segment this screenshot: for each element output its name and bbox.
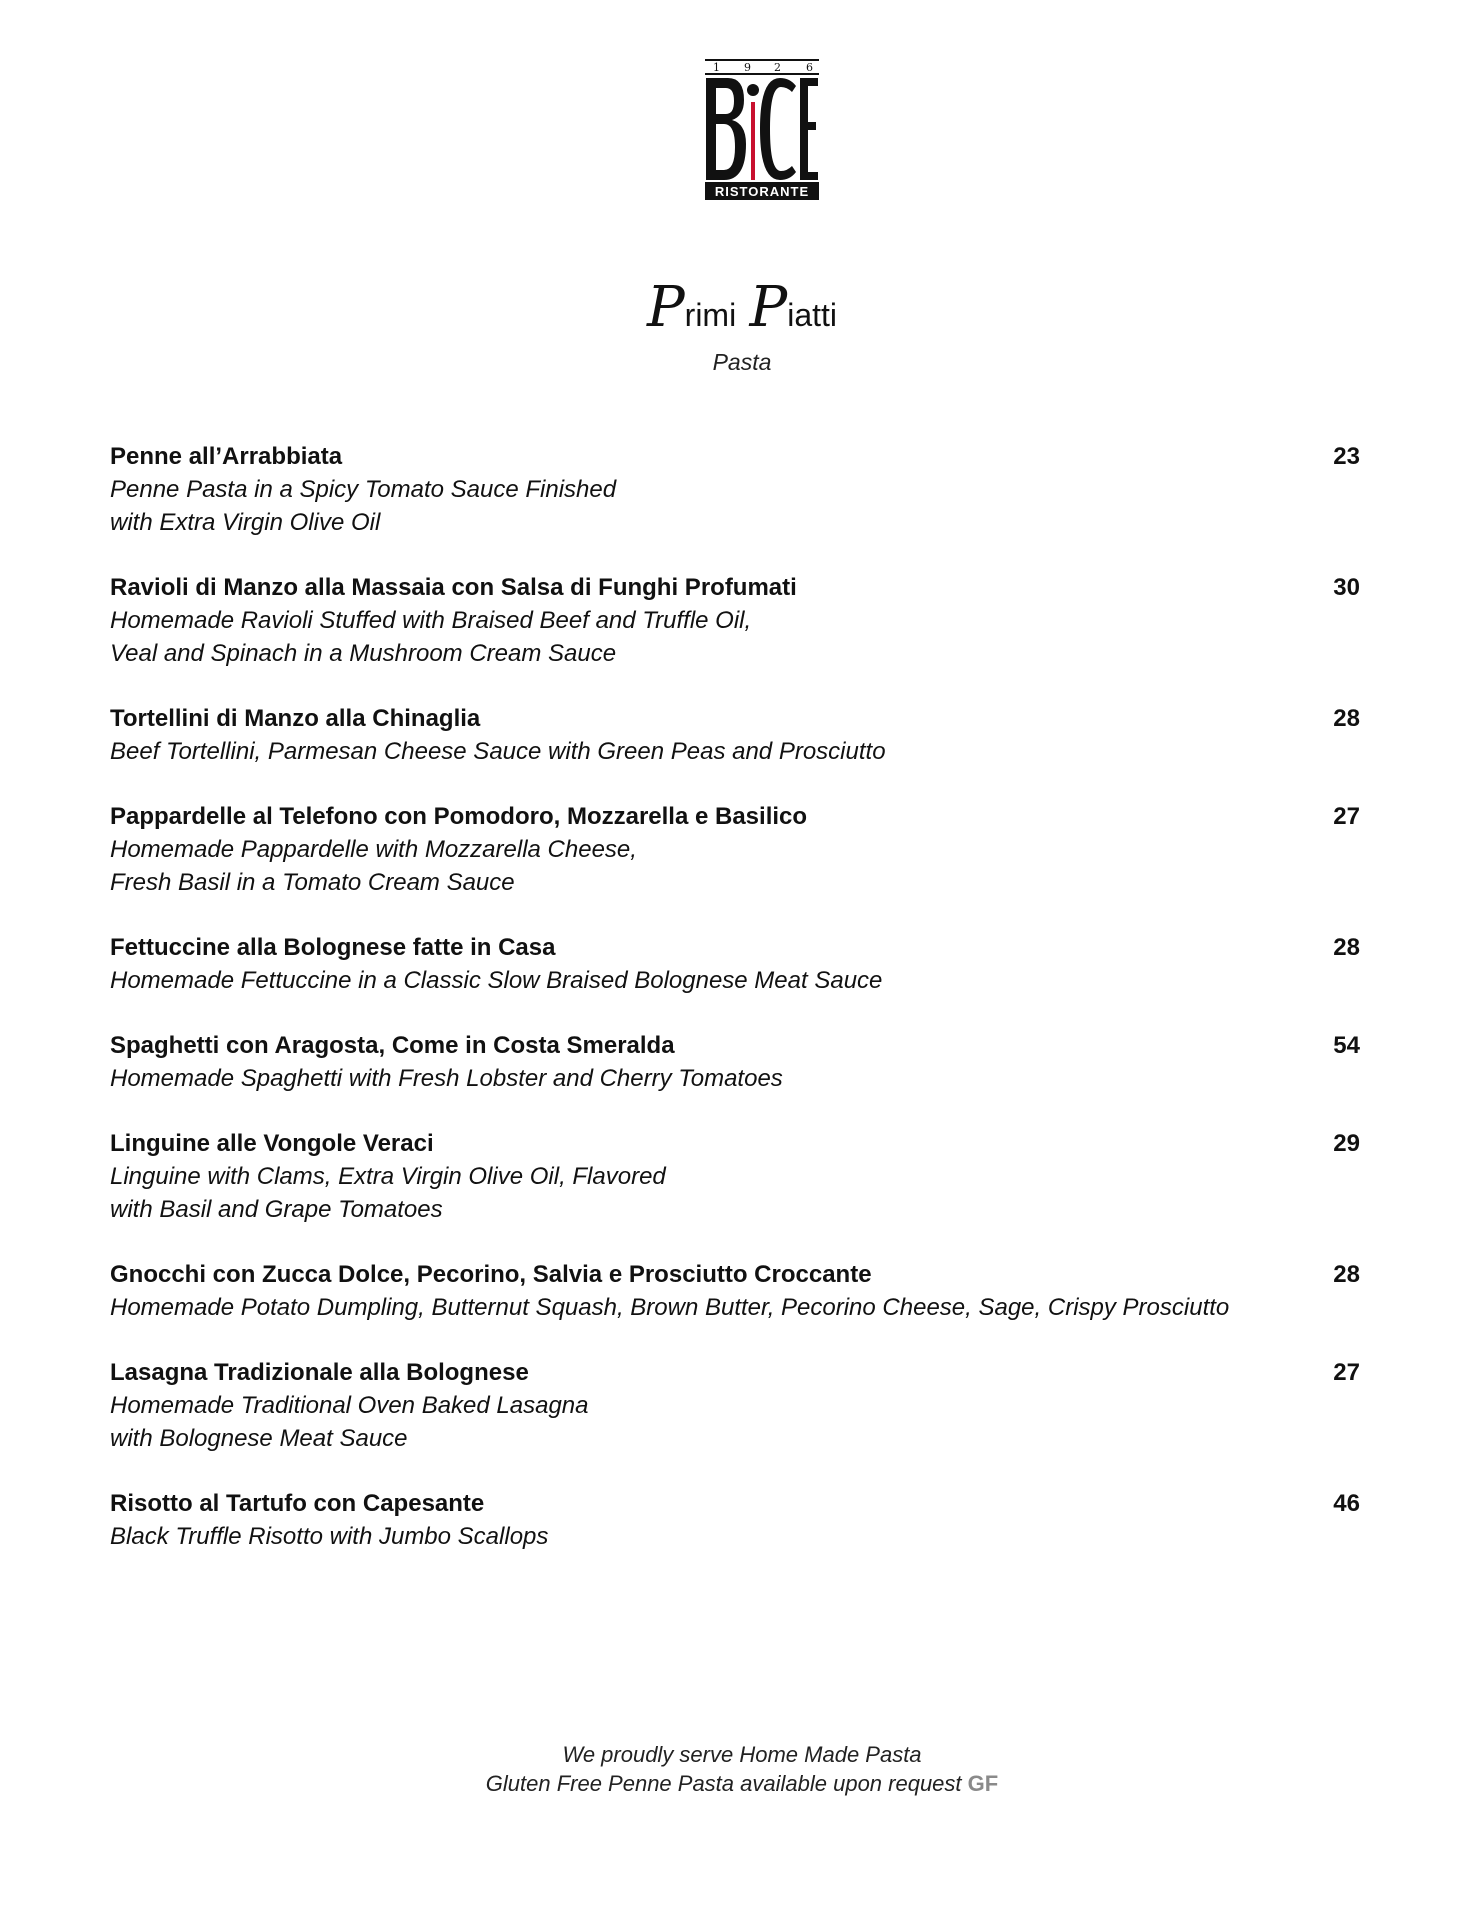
menu-item-price: 28: [1333, 934, 1360, 961]
menu-item-description: Homemade Pappardelle with Mozzarella Cheese,: [110, 836, 637, 863]
menu-item-description: Black Truffle Risotto with Jumbo Scallops: [110, 1523, 549, 1550]
menu-item-description: Fresh Basil in a Tomato Cream Sauce: [110, 869, 515, 896]
footer-line: We proudly serve Home Made Pasta: [562, 1742, 922, 1767]
title-initial: P: [646, 275, 685, 340]
pasta-menu-list: [110, 440, 1360, 1553]
menu-item: [110, 1127, 1360, 1226]
menu-item: [110, 571, 1360, 670]
menu-item-name: Risotto al Tartufo con Capesante: [110, 1490, 485, 1517]
gluten-free-badge: GF: [967, 1771, 999, 1796]
logo-tagline: RISTORANTE: [714, 184, 810, 199]
menu-item-name: Pappardelle al Telefono con Pomodoro, Mozzarella e Basilico: [110, 803, 808, 830]
menu-item-name: Spaghetti con Aragosta, Come in Costa Smeralda: [110, 1032, 675, 1059]
menu-item-name: Fettuccine alla Bolognese fatte in Casa: [110, 934, 556, 961]
menu-item-description: Homemade Ravioli Stuffed with Braised Beef and Truffle Oil,: [110, 607, 752, 634]
menu-item-description: Veal and Spinach in a Mushroom Cream Sauce: [110, 640, 617, 667]
menu-item-price: 28: [1333, 705, 1360, 732]
menu-item-price: 29: [1333, 1130, 1360, 1157]
menu-item-price: 54: [1333, 1032, 1360, 1059]
logo-year-digit: 9: [744, 61, 751, 74]
bice-logo-mark: [704, 56, 820, 202]
menu-item-description: Homemade Potato Dumpling, Butternut Squash, Brown Butter, Pecorino Cheese, Sage, Crispy Prosciutto: [110, 1294, 1230, 1321]
title-rest: iatti: [787, 297, 838, 333]
menu-item-description: Penne Pasta in a Spicy Tomato Sauce Finished: [110, 476, 617, 503]
menu-item: [110, 1487, 1360, 1553]
menu-item: [110, 800, 1360, 899]
menu-item-name: Penne all’Arrabbiata: [110, 443, 343, 470]
bice-logo: [704, 56, 820, 202]
menu-item-description: Beef Tortellini, Parmesan Cheese Sauce with Green Peas and Prosciutto: [110, 738, 886, 765]
footer-line: Gluten Free Penne Pasta available upon request: [485, 1771, 962, 1796]
logo-accent-stroke: [751, 102, 755, 180]
menu-item-description: Homemade Fettuccine in a Classic Slow Braised Bolognese Meat Sauce: [110, 967, 883, 994]
menu-item-price: 30: [1333, 574, 1360, 601]
logo-year-digit: 2: [774, 61, 781, 74]
menu-item-description: with Basil and Grape Tomatoes: [110, 1196, 443, 1223]
menu-item-description: Linguine with Clams, Extra Virgin Olive Oil, Flavored: [110, 1163, 666, 1190]
menu-item-price: 23: [1333, 443, 1360, 470]
menu-item-name: Tortellini di Manzo alla Chinaglia: [110, 705, 481, 732]
menu-item-price: 46: [1333, 1490, 1360, 1517]
menu-item-name: Gnocchi con Zucca Dolce, Pecorino, Salvia e Prosciutto Croccante: [110, 1261, 872, 1288]
menu-item-name: Lasagna Tradizionale alla Bolognese: [110, 1359, 529, 1386]
title-rest: rimi: [684, 297, 737, 333]
menu-item-price: 27: [1333, 803, 1360, 830]
menu-item-description: with Bolognese Meat Sauce: [110, 1425, 408, 1452]
menu-item-description: Homemade Spaghetti with Fresh Lobster and Cherry Tomatoes: [110, 1065, 783, 1092]
section-subtitle: Pasta: [712, 349, 772, 375]
menu-item-name: Linguine alle Vongole Veraci: [110, 1130, 434, 1157]
menu-item-price: 27: [1333, 1359, 1360, 1386]
title-initial: P: [749, 275, 788, 340]
menu-item: [110, 931, 1360, 997]
menu-item-description: Homemade Traditional Oven Baked Lasagna: [110, 1392, 589, 1419]
menu-footer-note: [0, 1740, 1484, 1798]
menu-item: [110, 440, 1360, 539]
menu-item: [110, 1258, 1360, 1324]
section-title: [0, 275, 1484, 340]
menu-item: [110, 702, 1360, 768]
menu-item: [110, 1356, 1360, 1455]
logo-year-digit: 6: [806, 61, 813, 74]
logo-year-digit: 1: [713, 61, 720, 74]
menu-item-description: with Extra Virgin Olive Oil: [110, 509, 381, 536]
menu-item-price: 28: [1333, 1261, 1360, 1288]
menu-item-name: Ravioli di Manzo alla Massaia con Salsa di Funghi Profumati: [110, 574, 797, 601]
menu-item: [110, 1029, 1360, 1095]
